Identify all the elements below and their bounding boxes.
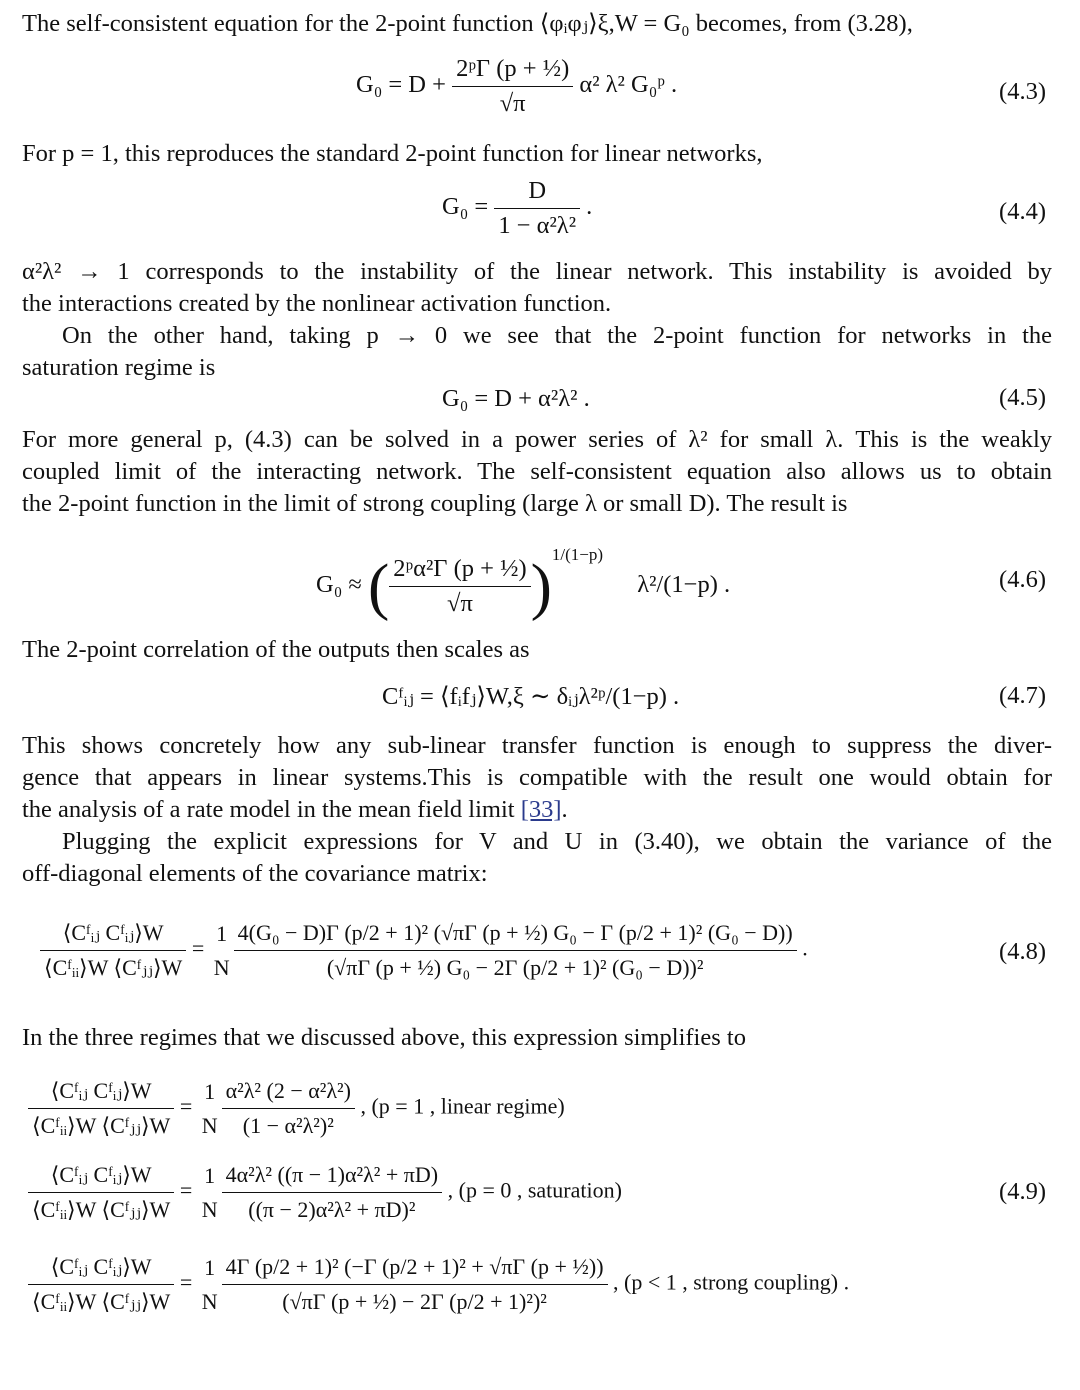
- main-fraction: [222, 1076, 355, 1141]
- eq-tail: .: [586, 193, 593, 221]
- ratio-fraction: [40, 918, 186, 983]
- equation-4-5: G₀ = D + α²λ² .: [442, 385, 590, 412]
- denominator: N: [201, 1288, 218, 1314]
- one-over-n: [198, 1253, 222, 1317]
- paragraph-line: On the other hand, taking p → 0 we see that the 2-point function for networks in the: [62, 322, 1052, 349]
- equation-number: (4.8): [999, 938, 1046, 965]
- fraction: [452, 54, 573, 119]
- numerator: 4(G₀ − D)Γ (p/2 + 1)² (√πΓ (p + ½) G₀ − Γ (p/2 + 1)² (G₀ − D)): [234, 918, 797, 951]
- equals: =: [179, 1177, 193, 1203]
- eq-lhs: G₀ = D +: [356, 71, 446, 99]
- equation-4-4: [442, 176, 592, 241]
- eq-tail: α² λ² G₀ᵖ .: [579, 71, 678, 99]
- right-paren: ): [530, 550, 552, 622]
- equation-4-3: [356, 54, 677, 119]
- paragraph-line: For p = 1, this reproduces the standard 2-point function for linear networks,: [22, 140, 763, 167]
- eq-lhs: G₀ =: [442, 193, 489, 221]
- numerator: D: [494, 176, 580, 209]
- condition: , (p < 1 , strong coupling) .: [613, 1269, 850, 1295]
- paragraph-line: In the three regimes that we discussed above, this expression simplifies to: [22, 1024, 746, 1051]
- eq-tail: .: [802, 935, 808, 961]
- numerator: 1: [216, 920, 228, 946]
- equals: =: [179, 1093, 193, 1119]
- fraction: [389, 554, 530, 619]
- paragraph-line: The self-consistent equation for the 2-point function ⟨φᵢφⱼ⟩ξ,W = G₀ becomes, from (3.28),: [22, 10, 913, 37]
- equation-number: (4.3): [999, 78, 1046, 105]
- equation-number: (4.6): [999, 566, 1046, 593]
- equation-4-8: [40, 918, 808, 983]
- main-fraction: [222, 1160, 443, 1225]
- denominator: (√πΓ (p + ½) − 2Γ (p/2 + 1)²)²: [282, 1289, 547, 1314]
- paragraph-line: coupled limit of the interacting network. The self-consistent equation also allows us to obtain: [22, 458, 1052, 485]
- condition: , (p = 0 , saturation): [447, 1177, 622, 1203]
- numerator: 4α²λ² ((π − 1)α²λ² + πD): [222, 1160, 443, 1193]
- denominator: ⟨Cᶠᵢᵢ⟩W ⟨Cᶠⱼⱼ⟩W: [32, 1289, 171, 1314]
- denominator: (1 − α²λ²)²: [242, 1113, 334, 1138]
- numerator: 2ᵖΓ (p + ½): [452, 54, 573, 87]
- numerator: ⟨Cᶠᵢⱼ Cᶠᵢⱼ⟩W: [28, 1076, 174, 1109]
- paragraph-line: off-diagonal elements of the covariance matrix:: [22, 860, 488, 887]
- numerator: α²λ² (2 − α²λ²): [222, 1076, 355, 1109]
- equation-number: (4.7): [999, 682, 1046, 709]
- equation-number: (4.5): [999, 384, 1046, 411]
- equals: =: [191, 935, 205, 961]
- denominator: ((π − 2)α²λ² + πD)²: [248, 1197, 416, 1222]
- numerator: ⟨Cᶠᵢⱼ Cᶠᵢⱼ⟩W: [28, 1160, 174, 1193]
- paragraph-line: the 2-point function in the limit of strong coupling (large λ or small D). The result is: [22, 490, 848, 517]
- paragraph-line: The 2-point correlation of the outputs then scales as: [22, 636, 530, 663]
- eq-lhs: G₀ ≈: [316, 571, 362, 598]
- paragraph-line: α²λ² → 1 corresponds to the instability of the linear network. This instability is avoided by: [22, 258, 1052, 285]
- one-over-n: [198, 1161, 222, 1225]
- numerator: 4Γ (p/2 + 1)² (−Γ (p/2 + 1)² + √πΓ (p + ½)): [222, 1252, 608, 1285]
- main-fraction: [222, 1252, 608, 1317]
- one-over-n: [198, 1077, 222, 1141]
- denominator: 1 − α²λ²: [498, 212, 577, 239]
- one-over-n: [210, 919, 234, 983]
- ratio-fraction: [28, 1076, 174, 1141]
- period: .: [561, 796, 568, 823]
- paragraph-line: the interactions created by the nonlinear activation function.: [22, 290, 612, 317]
- paragraph-line: Plugging the explicit expressions for V and U in (3.40), we obtain the variance of the: [62, 828, 1052, 855]
- paragraph-line: For more general p, (4.3) can be solved in a power series of λ² for small λ. This is the weakly: [22, 426, 1052, 453]
- condition: , (p = 1 , linear regime): [360, 1093, 565, 1119]
- left-paren: (: [367, 550, 390, 622]
- text-span: the analysis of a rate model in the mean field limit: [22, 796, 515, 823]
- numerator: 1: [204, 1254, 216, 1280]
- equation-4-9-strong: [28, 1252, 849, 1317]
- paragraph-line: This shows concretely how any sub-linear transfer function is enough to suppress the diver-: [22, 732, 1052, 759]
- numerator: 2ᵖα²Γ (p + ½): [389, 554, 530, 587]
- equation-number: (4.9): [999, 1178, 1046, 1205]
- numerator: 1: [204, 1078, 216, 1104]
- denominator: ⟨Cᶠᵢᵢ⟩W ⟨Cᶠⱼⱼ⟩W: [32, 1113, 171, 1138]
- denominator: (√πΓ (p + ½) G₀ − 2Γ (p/2 + 1)² (G₀ − D))²: [326, 955, 704, 980]
- equation-4-6: [316, 540, 731, 622]
- denominator: ⟨Cᶠᵢᵢ⟩W ⟨Cᶠⱼⱼ⟩W: [44, 955, 183, 980]
- denominator: √π: [499, 90, 526, 117]
- equals: =: [179, 1269, 193, 1295]
- denominator: ⟨Cᶠᵢᵢ⟩W ⟨Cᶠⱼⱼ⟩W: [32, 1197, 171, 1222]
- paragraph-line: gence that appears in linear systems.This is compatible with the result one would obtain for: [22, 764, 1052, 791]
- fraction: [494, 176, 580, 241]
- numerator: ⟨Cᶠᵢⱼ Cᶠᵢⱼ⟩W: [40, 918, 186, 951]
- eq-tail: λ²/(1−p) .: [637, 571, 731, 598]
- denominator: √π: [447, 589, 473, 617]
- ratio-fraction: [28, 1252, 174, 1317]
- equation-4-9-linear: [28, 1076, 565, 1141]
- equation-4-9-saturation: [28, 1160, 622, 1225]
- equation-number: (4.4): [999, 198, 1046, 225]
- paragraph-line: saturation regime is: [22, 354, 216, 381]
- citation-link[interactable]: [33]: [520, 796, 562, 823]
- exponent: 1/(1−p): [551, 545, 604, 564]
- denominator: N: [213, 954, 230, 980]
- paragraph-line: [22, 794, 1052, 826]
- numerator: 1: [204, 1162, 216, 1188]
- main-fraction: [234, 918, 797, 983]
- denominator: N: [201, 1196, 218, 1222]
- ratio-fraction: [28, 1160, 174, 1225]
- numerator: ⟨Cᶠᵢⱼ Cᶠᵢⱼ⟩W: [28, 1252, 174, 1285]
- denominator: N: [201, 1112, 218, 1138]
- equation-4-7: Cᶠᵢⱼ = ⟨fᵢfⱼ⟩W,ξ ∼ δᵢⱼλ²ᵖ/(1−p) .: [382, 683, 680, 710]
